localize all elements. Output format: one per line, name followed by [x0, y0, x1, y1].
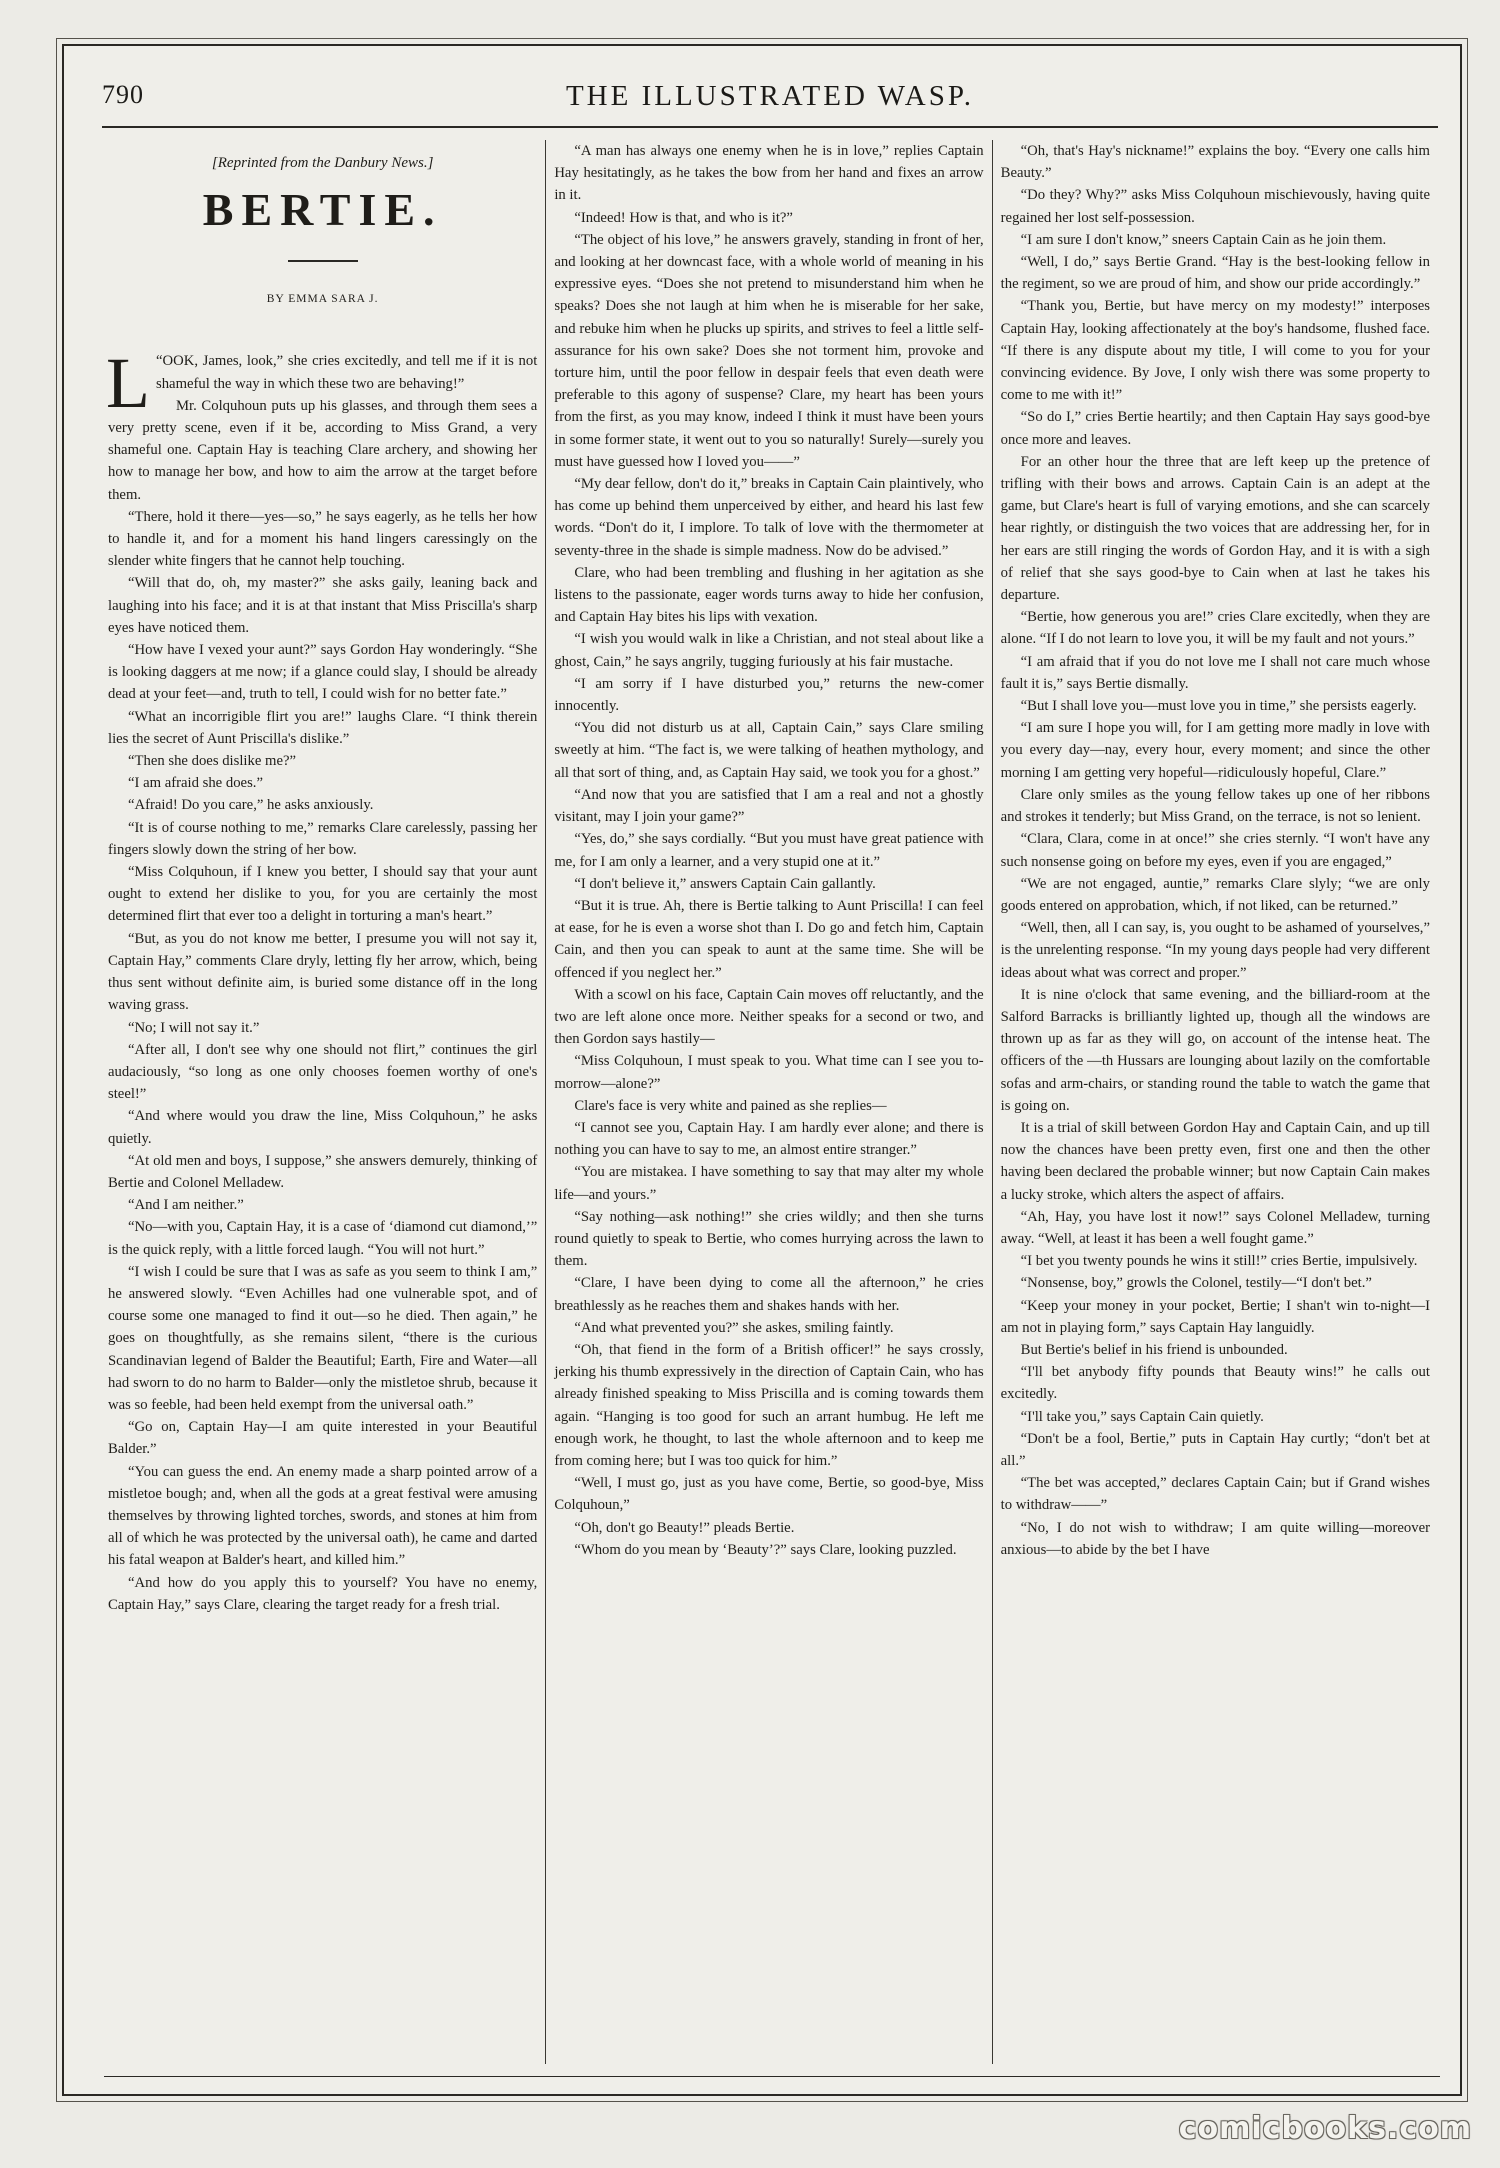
article-columns [100, 140, 1438, 2064]
paragraph: “No, I do not wish to withdraw; I am quite willing—moreover anxious—to abide by the bet I have [1000, 1519, 1430, 1558]
paragraph: “Well, then, all I can say, is, you ought to be ashamed of yourselves,” is the unrelenting response. “In my young days people had very different ideas about what was correct and proper.” [1000, 920, 1430, 981]
paragraph: “After all, I don't see why one should not flirt,” continues the girl audaciously, “so long as one only chooses foemen worthy of one's steel!” [108, 1041, 538, 1103]
paragraph: “How have I vexed your aunt?” says Gordon Hay wonderingly. “She is looking daggers at me now; if a glance could slay, I should be already dead at your feet—and, truth to tell, I could wish for no better fate.” [108, 642, 538, 703]
paragraph: “A man has always one enemy when he is in love,” replies Captain Hay hesitatingly, as he takes the bow from her hand and fixes an arrow in it. [554, 143, 984, 204]
paragraph: “I am sure I don't know,” sneers Captain Cain as he join them. [1020, 231, 1387, 248]
paragraph: “I am sure I hope you will, for I am getting more madly in love with you every day—nay, every hour, every moment; and since the other morning I am getting very hopeful—ridiculously hopeful, Clare.” [1000, 720, 1430, 781]
paragraph: “There, hold it there—yes—so,” he says eagerly, as he tells her how to handle it, and for a moment his hand lingers caressingly on the slender white fingers that he cannot help touching. [108, 508, 538, 570]
watermark-logo: comicbooks.com [1178, 2111, 1472, 2146]
page-header [102, 74, 1438, 128]
paragraph: “Yes, do,” she says cordially. “But you must have great patience with me, for I am only a learner, and a very stupid one at it.” [554, 831, 984, 870]
paragraph: “Then she does dislike me?” [128, 753, 297, 770]
byline: BY EMMA SARA J. [266, 293, 379, 306]
paragraph: “Do they? Why?” asks Miss Colquhoun mischievously, having quite regained her lost self-possession. [1000, 187, 1430, 226]
paragraph: “I'll take you,” says Captain Cain quietly. [1020, 1408, 1264, 1425]
paragraph: “Keep your money in your pocket, Bertie; I shan't win to-night—I am not in playing form,” says Captain Hay languidly. [1000, 1297, 1430, 1336]
reprint-note: [Reprinted from the Danbury News.] [211, 155, 434, 171]
paragraph: “Miss Colquhoun, I must speak to you. What time can I see you to-morrow—alone?” [554, 1053, 984, 1092]
paragraph: “Well, I must go, just as you have come, Bertie, so good-bye, Miss Colquhoun,” [554, 1475, 984, 1514]
paragraph: It is nine o'clock that same evening, and the billiard-room at the Salford Barracks is brilliantly lighted up, though all the windows are thrown up as far as they will go, on account of the intense heat. The officers of the —th Hussars are lounging about lazily on the comfortable sofas and arm-chairs, or standing round the table to watch the game that is going on. [1000, 986, 1430, 1114]
paragraph: “I am sorry if I have disturbed you,” returns the new-comer innocently. [554, 675, 984, 715]
paragraph: “My dear fellow, don't do it,” breaks in Captain Cain plaintively, who has come up behind them unperceived by either, and heard his last few words. “Don't do it, I implore. To talk of love with the thermometer at seventy-three in the shade is simple madness. Now do be advised.” [554, 476, 984, 559]
bottom-rule [104, 2076, 1440, 2080]
paragraph: “What an incorrigible flirt you are!” laughs Clare. “I think therein lies the secret of Aunt Priscilla's dislike.” [108, 708, 538, 747]
column-2 [545, 140, 991, 2064]
paragraph: “Thank you, Bertie, but have mercy on my modesty!” interposes Captain Hay, looking affectionately at the boy's handsome, flushed face. “If there is any dispute about my title, I will come to you for your convincing evidence. By Jove, I only wish there was some property to come to me with it!” [1000, 298, 1430, 404]
paragraph: “The object of his love,” he answers gravely, standing in front of her, and looking at her downcast face, with a whole world of meaning in his expressive eyes. “Does she not pretend to misunderstand him when he speaks? Does she not laugh at him when he is miserable for her sake, and rebuke him when he plucks up spirits, and strives to feel a little self-assurance for his own sake? Does she not torment him, provoke and torture him, until the poor fellow in despair feels that even death were preferable to this agony of suspense? Clare, my heart has been yours from the first, as you may know, indeed I think it must have been yours in some former state, it went out to you so naturally! Surely—surely you must have guessed how I loved you——” [554, 231, 984, 470]
paragraph: “I am afraid that if you do not love me I shall not care much whose fault it is,” says Bertie dismally. [1000, 653, 1430, 692]
paragraph: “You can guess the end. An enemy made a sharp pointed arrow of a mistletoe bough; and, when all the gods at a great festival were amusing themselves by throwing lighted torches, swords, and stones at him from all of which he was protected by the universal oath), he came and darted his fatal weapon at Balder's heart, and killed him.” [108, 1463, 538, 1569]
paragraph: “And what prevented you?” she askes, smiling faintly. [574, 1319, 894, 1336]
paragraph: “Nonsense, boy,” growls the Colonel, testily—“I don't bet.” [1020, 1275, 1372, 1292]
page-number: 790 [102, 80, 144, 109]
paragraph: “I don't believe it,” answers Captain Cain gallantly. [574, 875, 876, 892]
paragraph: “No—with you, Captain Hay, it is a case of ‘diamond cut diamond,’” is the quick reply, with a little forced laugh. “You will not hurt.” [108, 1219, 538, 1258]
paragraph: “I wish you would walk in like a Christian, and not steal about like a ghost, Cain,” he says angrily, tugging furiously at his fair mustache. [554, 631, 984, 670]
paragraph: Clare only smiles as the young fellow takes up one of her ribbons and strokes it tenderly; but Miss Grand, on the terrace, is not so lenient. [1000, 786, 1430, 826]
paragraph: “Miss Colquhoun, if I knew you better, I should say that your aunt ought to extend her dislike to you, for you are certainly the most determined flirt that ever too a delight in torturing a man's heart.” [108, 864, 538, 925]
paragraph: “I am afraid she does.” [128, 775, 263, 792]
paragraph: “But it is true. Ah, there is Bertie talking to Aunt Priscilla! I can feel at ease, for he is even a worse shot than I. Do go and fetch him, Captain Cain, and then you can speak to aunt at the same time. She will be offenced if you neglect her.” [554, 897, 984, 981]
paragraph: “Go on, Captain Hay—I am quite interested in your Beautiful Balder.” [108, 1419, 538, 1458]
paragraph: Clare, who had been trembling and flushing in her agitation as she listens to the passionate, eager words turns away to hide her confusion, and Captain Hay bites his lips with vexation. [554, 564, 984, 626]
paragraph: Clare's face is very white and pained as she replies— [574, 1097, 887, 1114]
paragraph: “Will that do, oh, my master?” she asks gaily, leaning back and laughing into his face; and it is at that instant that Miss Priscilla's sharp eyes have noticed them. [108, 575, 538, 636]
paragraph: “Don't be a fool, Bertie,” puts in Captain Hay curtly; “don't bet at all.” [1000, 1430, 1430, 1469]
paragraph: “Clare, I have been dying to come all the afternoon,” he cries breathlessly as he reaches them and shakes hands with her. [554, 1275, 984, 1314]
paragraph: “So do I,” cries Bertie heartily; and then Captain Hay says good-bye once more and leaves. [1000, 409, 1430, 448]
paragraph: “And how do you apply this to yourself? You have no enemy, Captain Hay,” says Clare, clearing the target ready for a fresh trial. [108, 1574, 538, 1613]
paragraph: “No; I will not say it.” [128, 1019, 260, 1036]
opening-text: “OOK, James, look,” she cries excitedly, and tell me if it is not shameful the way in which these two are behaving!” [155, 353, 538, 392]
paragraph: “Whom do you mean by ‘Beauty’?” says Clare, looking puzzled. [574, 1541, 957, 1558]
paragraph: Mr. Colquhoun puts up his glasses, and through them sees a very pretty scene, even if it be, according to Miss Grand, a very shameful one. Captain Hay is teaching Clare archery, and showing her how to manage her bow, and how to aim the arrow at the target before them. [108, 397, 538, 503]
page-sheet [62, 44, 1462, 2096]
paragraph: “The bet was accepted,” declares Captain Cain; but if Grand wishes to withdraw——” [1000, 1475, 1430, 1514]
paragraph: “I cannot see you, Captain Hay. I am hardly ever alone; and there is nothing you can have to say to me, an almost entire stranger.” [554, 1119, 984, 1159]
paragraph: “Oh, don't go Beauty!” pleads Bertie. [574, 1519, 795, 1536]
paragraph: “Indeed! How is that, and who is it?” [574, 209, 793, 226]
paragraph: “Bertie, how generous you are!” cries Clare excitedly, when they are alone. “If I do not learn to love you, it will be my fault and not yours.” [1000, 609, 1430, 648]
drop-cap: L [106, 343, 150, 424]
paragraph: But Bertie's belief in his friend is unbounded. [1020, 1341, 1288, 1358]
paragraph: With a scowl on his face, Captain Cain moves off reluctantly, and the two are left alone once more. Neither speaks for a second or two, and then Gordon says hastily— [554, 986, 984, 1048]
paragraph: For an other hour the three that are left keep up the pretence of trifling with their bows and arrows. Captain Cain is an adept at the game, but Clare's heart is full of varying emotions, and she can scarcely hear rightly, or distinguish the two voices that are addressing her, for in her ears are still ringing the words of Gordon Hay, and it is with a sigh of relief that she says good-bye to Cain when at last he takes his departure. [1000, 453, 1430, 604]
paragraph: “And now that you are satisfied that I am a real and not a ghostly visitant, may I join your game?” [554, 786, 984, 826]
paragraph: “Ah, Hay, you have lost it now!” says Colonel Melladew, turning away. “Well, at least it has been a well fought game.” [1000, 1208, 1430, 1247]
masthead-title: THE ILLUSTRATED WASP. [565, 80, 975, 112]
title-rule [288, 260, 358, 262]
paragraph: “Clara, Clara, come in at once!” she cries sternly. “I won't have any such nonsense going on before my eyes, even if you are engaged,” [1000, 831, 1430, 870]
paragraph: It is a trial of skill between Gordon Hay and Captain Cain, and up till now the chances have been pretty even, first one and then the other having been declared the probable winner; but now Captain Cain makes a lucky stroke, which alters the aspect of affairs. [1000, 1119, 1430, 1203]
paragraph: “I wish I could be sure that I was as safe as you seem to think I am,” he answered slowly. “Even Achilles had one vulnerable spot, and of course some one managed to find it out—so he died. Then again,” he goes on thoughtfully, as she remains silent, “there is the curious Scandinavian legend of Balder the Beautiful; Earth, Fire and Water—all had sworn to do no harm to Balder—only the mistletoe shrub, because it was so feeble, had been held exempt from the universal oath.” [108, 1263, 538, 1413]
paragraph: “And where would you draw the line, Miss Colquhoun,” he asks quietly. [108, 1108, 538, 1147]
paragraph: “Oh, that fiend in the form of a British officer!” he says crossly, jerking his thumb expressively in the direction of Captain Cain, who has already finished speaking to Miss Priscilla and is coming towards them again. “Hanging is too good for such an arrant humbug. He left me enough work, he thought, to last the whole afternoon and to keep me from coming here; but I was too quick for him.” [554, 1341, 984, 1469]
paragraph: “I bet you twenty pounds he wins it still!” cries Bertie, impulsively. [1020, 1253, 1418, 1270]
paragraph: “Afraid! Do you care,” he asks anxiously. [128, 797, 374, 814]
paragraph: “At old men and boys, I suppose,” she answers demurely, thinking of Bertie and Colonel Melladew. [108, 1152, 538, 1191]
paragraph: “And I am neither.” [128, 1197, 244, 1214]
paragraph: “You are mistakea. I have something to say that may alter my whole life—and yours.” [554, 1164, 984, 1203]
paragraph: “Well, I do,” says Bertie Grand. “Hay is the best-looking fellow in the regiment, so we are proud of him, and show our pride accordingly.” [1000, 254, 1430, 293]
column-1 [100, 140, 545, 2064]
paragraph: “I'll bet anybody fifty pounds that Beauty wins!” he calls out excitedly. [1000, 1364, 1430, 1403]
paragraph: “Say nothing—ask nothing!” she cries wildly; and then she turns round quietly to speak to Bertie, who comes hurrying across the lawn to them. [554, 1208, 984, 1270]
paragraph: “But, as you do not know me better, I presume you will not say it, Captain Hay,” comments Clare dryly, letting fly her arrow, which, being thus sent without definite aim, is buried some distance off in the long waving grass. [108, 930, 538, 1014]
paragraph: “You did not disturb us at all, Captain Cain,” says Clare smiling sweetly at him. “The fact is, we were talking of heathen mythology, and all that sort of thing, and, as Captain Hay said, we took you for a ghost.” [554, 720, 984, 781]
paragraph: “Oh, that's Hay's nickname!” explains the boy. “Every one calls him Beauty.” [1000, 143, 1430, 182]
column-3 [992, 140, 1438, 2064]
paragraph: “It is of course nothing to me,” remarks Clare carelessly, passing her fingers slowly down the string of her bow. [108, 819, 538, 858]
story-title: BERTIE. [202, 184, 443, 236]
paragraph: “We are not engaged, auntie,” remarks Clare slyly; “we are only goods entered on approbation, which, if not liked, can be returned.” [1000, 875, 1430, 914]
paragraph: “But I shall love you—must love you in time,” she persists eagerly. [1020, 698, 1417, 715]
opening-paragraph [106, 343, 538, 424]
